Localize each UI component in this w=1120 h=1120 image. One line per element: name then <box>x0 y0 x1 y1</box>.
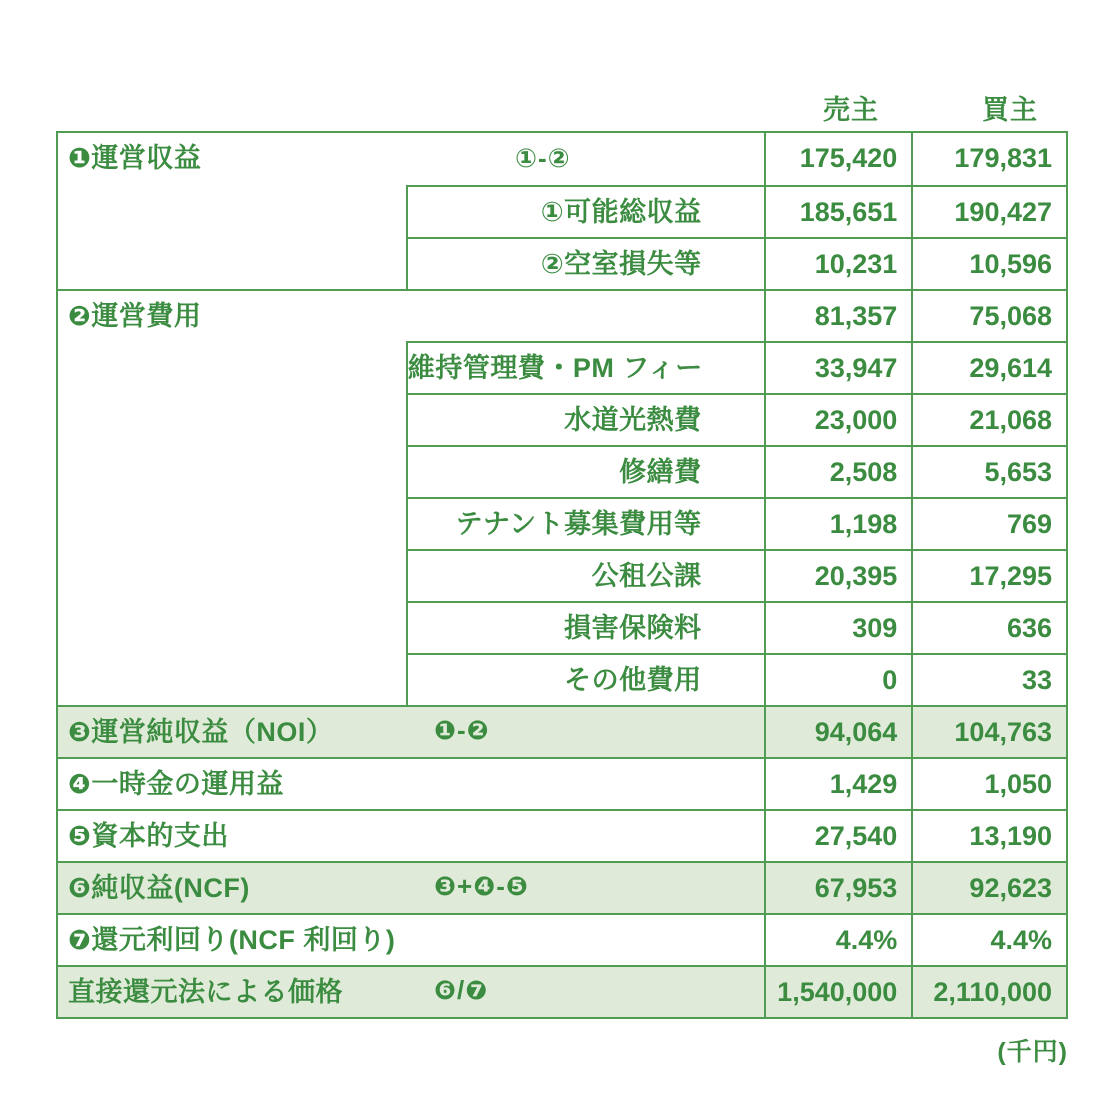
row-label-spacer <box>58 549 406 601</box>
row-label: ❸運営純収益（NOI） <box>58 705 764 757</box>
row-label: ❹一時金の運用益 <box>58 757 764 809</box>
buyer-value: 21,068 <box>911 393 1066 445</box>
buyer-value: 92,623 <box>911 861 1066 913</box>
table-row <box>58 965 1066 1017</box>
seller-value: 94,064 <box>764 705 912 757</box>
seller-value: 185,651 <box>764 185 912 237</box>
sub-row-label: 修繕費 <box>406 445 763 497</box>
row-formula: ❶-❷ <box>434 715 490 745</box>
buyer-value: 17,295 <box>911 549 1066 601</box>
seller-value: 2,508 <box>764 445 912 497</box>
sub-row-label: テナント募集費用等 <box>406 497 763 549</box>
table-row <box>58 601 1066 653</box>
unit-note: (千円) <box>997 1038 1068 1066</box>
sub-row-label: 公租公課 <box>406 549 763 601</box>
row-label: 直接還元法による価格 <box>58 965 764 1017</box>
table-row <box>58 393 1066 445</box>
buyer-value: 75,068 <box>911 289 1066 341</box>
seller-value: 27,540 <box>764 809 912 861</box>
seller-value: 0 <box>764 653 912 705</box>
table-row <box>58 653 1066 705</box>
buyer-value: 33 <box>911 653 1066 705</box>
row-label: ❼還元利回り(NCF 利回り) <box>58 913 764 965</box>
buyer-value: 179,831 <box>911 133 1066 185</box>
buyer-value: 13,190 <box>911 809 1066 861</box>
seller-value: 1,540,000 <box>764 965 912 1017</box>
seller-value: 20,395 <box>764 549 912 601</box>
table-row <box>58 445 1066 497</box>
row-label: ❷運営費用 <box>58 289 764 341</box>
seller-value: 309 <box>764 601 912 653</box>
sub-row-label: 損害保険料 <box>406 601 763 653</box>
row-label: ❻純収益(NCF) <box>58 861 764 913</box>
row-label: ❶運営収益 <box>68 143 202 173</box>
seller-value: 1,429 <box>764 757 912 809</box>
seller-value: 10,231 <box>764 237 912 289</box>
sub-row-label: ①可能総収益 <box>406 185 763 237</box>
seller-value: 23,000 <box>764 393 912 445</box>
buyer-value: 5,653 <box>911 445 1066 497</box>
table-row <box>58 809 1066 861</box>
table-row <box>58 861 1066 913</box>
sub-row-label: ②空室損失等 <box>406 237 763 289</box>
table-row <box>58 237 1066 289</box>
table-row <box>58 185 1066 237</box>
row-formula: ①-② <box>515 143 571 173</box>
row-label-spacer <box>58 497 406 549</box>
seller-value: 4.4% <box>764 913 912 965</box>
row-label-spacer <box>58 653 406 705</box>
column-header-seller: 売主 <box>823 95 879 125</box>
column-header-buyer: 買主 <box>982 95 1038 125</box>
table-row <box>58 757 1066 809</box>
buyer-value: 769 <box>911 497 1066 549</box>
row-formula: ❻/❼ <box>434 975 489 1005</box>
buyer-value: 2,110,000 <box>911 965 1066 1017</box>
seller-value: 33,947 <box>764 341 912 393</box>
row-label-spacer <box>58 341 406 393</box>
seller-value: 81,357 <box>764 289 912 341</box>
buyer-value: 10,596 <box>911 237 1066 289</box>
table-row <box>58 549 1066 601</box>
buyer-value: 636 <box>911 601 1066 653</box>
row-label-spacer <box>58 185 406 237</box>
table-row <box>58 133 1066 185</box>
table-row <box>58 341 1066 393</box>
row-label-spacer <box>58 601 406 653</box>
table-row <box>58 289 1066 341</box>
buyer-value: 4.4% <box>911 913 1066 965</box>
table-row <box>58 705 1066 757</box>
table-row <box>58 913 1066 965</box>
sub-row-label: 維持管理費・PM フィー <box>406 341 764 393</box>
row-label-spacer <box>58 393 406 445</box>
seller-value: 1,198 <box>764 497 912 549</box>
income-approach-table <box>56 131 1068 1019</box>
buyer-value: 190,427 <box>911 185 1066 237</box>
row-label-spacer <box>58 445 406 497</box>
sub-row-label: その他費用 <box>406 653 763 705</box>
row-label: ❺資本的支出 <box>58 809 764 861</box>
buyer-value: 29,614 <box>911 341 1066 393</box>
sub-row-label: 水道光熱費 <box>406 393 763 445</box>
table-row <box>58 497 1066 549</box>
row-formula: ❸+❹-❺ <box>434 871 529 901</box>
buyer-value: 104,763 <box>911 705 1066 757</box>
buyer-value: 1,050 <box>911 757 1066 809</box>
row-label-spacer <box>58 237 406 289</box>
seller-value: 175,420 <box>764 133 912 185</box>
seller-value: 67,953 <box>764 861 912 913</box>
